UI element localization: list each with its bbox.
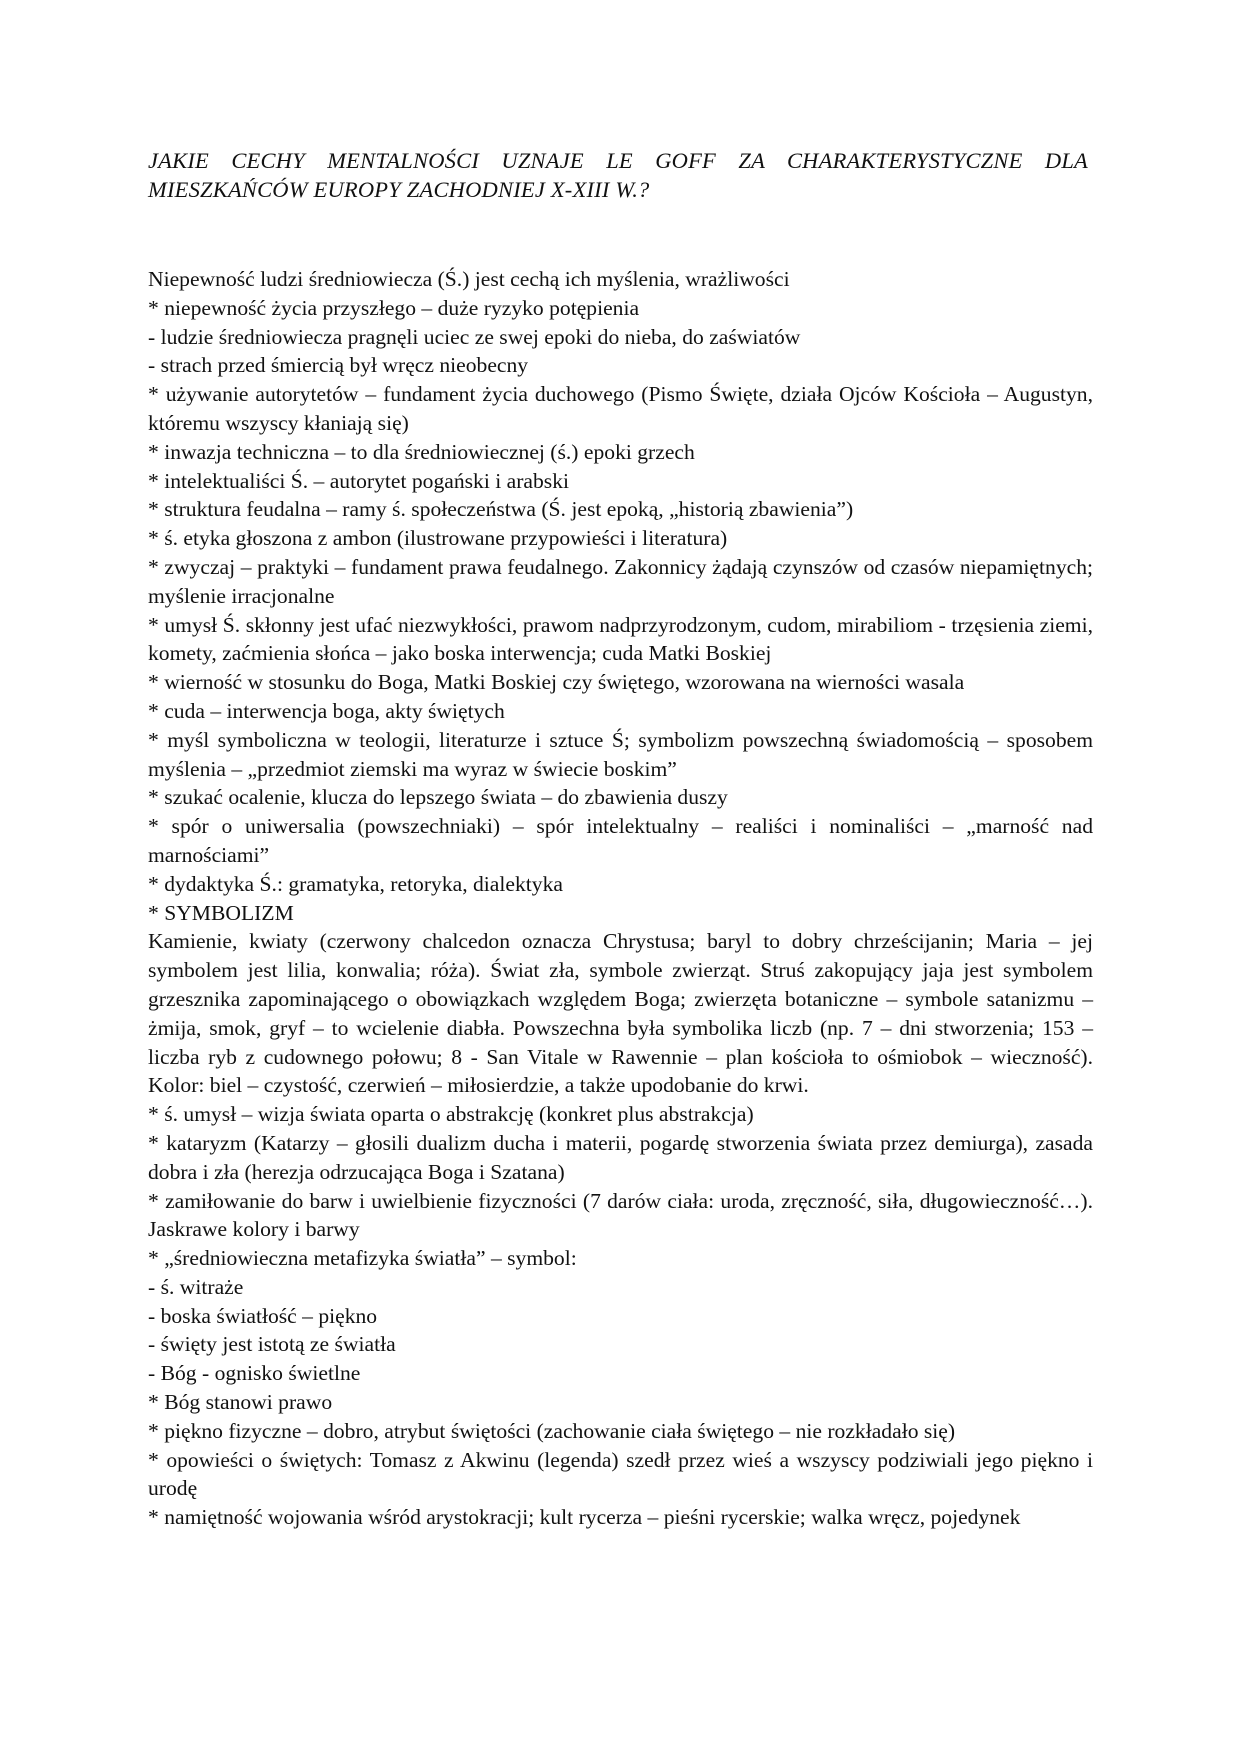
- body-line: * wierność w stosunku do Boga, Matki Boskiej czy świętego, wzorowana na wierności wasala: [148, 670, 965, 695]
- body-paragraph: * umysł Ś. skłonny jest ufać niezwykłości, prawom nadprzyrodzonym, cudom, mirabiliom - trzęsienia ziemi, komety, zaćmienia słońca – jako boska interwencja; cuda Matki Boskiej: [148, 612, 1093, 666]
- body-paragraph: * zamiłowanie do barw i uwielbienie fizyczności (7 darów ciała: uroda, zręczność, siła, długowieczność…). Jaskrawe kolory i barwy: [148, 1188, 1093, 1242]
- body-line: * szukać ocalenie, klucza do lepszego świata – do zbawienia duszy: [148, 785, 728, 810]
- body-paragraph: * namiętność wojowania wśród arystokracji; kult rycerza – pieśni rycerskie; walka wręcz, pojedynek: [148, 1505, 1021, 1530]
- body-line: * SYMBOLIZM: [148, 900, 294, 925]
- body-line: * struktura feudalna – ramy ś. społeczeństwa (Ś. jest epoką, „historią zbawienia”): [148, 497, 854, 522]
- body-paragraph: * zwyczaj – praktyki – fundament prawa feudalnego. Zakonnicy żądają czynszów od czasów niepamiętnych; myślenie irracjonalne: [148, 554, 1093, 608]
- body-paragraph: * używanie autorytetów – fundament życia duchowego (Pismo Święte, działa Ojców Kościoła – Augustyn, któremu wszyscy kłaniają się): [148, 382, 1093, 435]
- body-paragraph: * opowieści o świętych: Tomasz z Akwinu (legenda) szedł przez wieś a wszyscy podziwiali jego piękno i urodę: [148, 1447, 1093, 1501]
- body-paragraph: * kataryzm (Katarzy – głosili dualizm ducha i materii, pogardę stworzenia świata przez demiurga), zasada dobra i zła (herezja odrzucająca Boga i Szatana): [148, 1130, 1093, 1184]
- body-paragraph: * spór o uniwersalia (powszechniaki) – spór intelektualny – realiści i nominaliści – „marność nad marnościami”: [148, 814, 1093, 867]
- body-line: * „średniowieczna metafizyka światła” – symbol:: [148, 1246, 577, 1271]
- body-line: * dydaktyka Ś.: gramatyka, retoryka, dialektyka: [148, 871, 563, 896]
- document-body: [148, 265, 1093, 1532]
- body-paragraph: * myśl symboliczna w teologii, literaturze i sztuce Ś; symbolizm powszechną świadomością – sposobem myślenia – „przedmiot ziemski ma wyraz w świecie boskim”: [148, 727, 1093, 781]
- body-line: - ludzie średniowiecza pragnęli uciec ze swej epoki do nieba, do zaświatów: [148, 324, 801, 349]
- body-line: * ś. umysł – wizja świata oparta o abstrakcję (konkret plus abstrakcja): [148, 1102, 754, 1127]
- body-line: * inwazja techniczna – to dla średniowiecznej (ś.) epoki grzech: [148, 439, 695, 464]
- body-line: * piękno fizyczne – dobro, atrybut świętości (zachowanie ciała świętego – nie rozkładało się): [148, 1418, 956, 1443]
- body-line: * ś. etyka głoszona z ambon (ilustrowane przypowieści i literatura): [148, 526, 728, 551]
- body-line: - boska światłość – piękno: [148, 1303, 378, 1328]
- body-line: - Bóg - ognisko świetlne: [148, 1361, 361, 1386]
- body-paragraph: Kamienie, kwiaty (czerwony chalcedon oznacza Chrystusa; baryl to dobry chrześcijanin; Maria – jej symbolem jest lilia, konwalia; róża). Świat zła, symbole zwierząt. Struś zakopujący jaja jest symbolem grzesznika zapominającego o obowiązkach względem Boga; zwierzęta botaniczne – symbole satanizmu – żmija, smok, gryf – to wcielenie diabła. Powszechna była symbolika liczb (np. 7 – dni stworzenia; 153 – liczba ryb z cudownego połowu; 8 - San Vitale w Rawennie – plan kościoła to ośmiobok – wieczność). Kolor: biel – czystość, czerwień – miłosierdzie, a także upodobanie do krwi.: [148, 929, 1093, 1098]
- body-line: - ś. witraże: [148, 1274, 244, 1299]
- body-line: - strach przed śmiercią był wręcz nieobecny: [148, 353, 529, 378]
- document-title: JAKIE CECHY MENTALNOŚCI UZNAJE LE GOFF ZA CHARAKTERYSTYCZNE DLA MIESZKAŃCÓW EUROPY ZACHODNIEJ X-XIII W.?: [148, 148, 1088, 202]
- body-line: * Bóg stanowi prawo: [148, 1390, 333, 1415]
- body-line: * cuda – interwencja boga, akty świętych: [148, 698, 505, 723]
- body-line: * niepewność życia przyszłego – duże ryzyko potępienia: [148, 295, 640, 320]
- body-line: * intelektualiści Ś. – autorytet pogański i arabski: [148, 468, 569, 493]
- body-line: Niepewność ludzi średniowiecza (Ś.) jest cechą ich myślenia, wrażliwości: [148, 267, 790, 291]
- body-line: - święty jest istotą ze światła: [148, 1332, 396, 1357]
